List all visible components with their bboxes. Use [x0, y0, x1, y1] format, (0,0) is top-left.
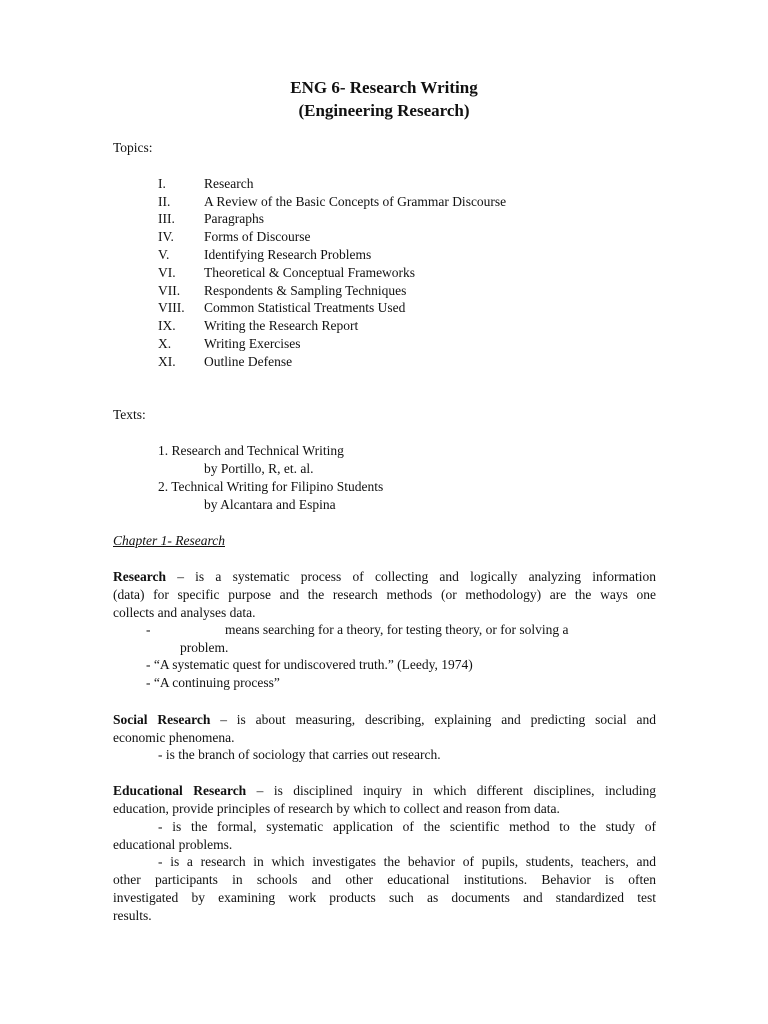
paragraph-line: other participants in schools and other educational institutions. Behavior is often: [113, 872, 656, 887]
topic-label: Theoretical & Conceptual Frameworks: [204, 265, 416, 280]
text-author: by Alcantara and Espina: [204, 497, 336, 512]
document-title: ENG 6- Research Writing: [290, 78, 478, 97]
topic-number: II.: [158, 194, 171, 209]
topic-label: Common Statistical Treatments Used: [204, 300, 406, 315]
topic-label: Respondents & Sampling Techniques: [204, 283, 407, 298]
bullet-text: means searching for a theory, for testing theory, or for solving a: [225, 622, 569, 637]
paragraph-line: economic phenomena.: [113, 730, 235, 745]
chapter-heading: Chapter 1- Research: [113, 533, 225, 548]
topic-label: Forms of Discourse: [204, 229, 311, 244]
term-research: Research: [113, 569, 166, 584]
paragraph-line: Research – is a systematic process of collecting and logically analyzing information: [113, 569, 656, 584]
paragraph-line: - is a research in which investigates the behavior of pupils, students, teachers, and: [158, 854, 656, 869]
paragraph-line: Educational Research – is disciplined inquiry in which different disciplines, including: [113, 783, 656, 798]
topic-number: VI.: [158, 265, 176, 280]
topics-label: Topics:: [113, 140, 153, 155]
topic-label: Research: [204, 176, 254, 191]
topic-number: XI.: [158, 354, 176, 369]
topic-label: Writing Exercises: [204, 336, 301, 351]
paragraph-line: (data) for specific purpose and the research methods (or methodology) are the ways one: [113, 587, 656, 602]
topic-label: Outline Defense: [204, 354, 293, 369]
topic-label: Identifying Research Problems: [204, 247, 372, 262]
bullet-text: - “A systematic quest for undiscovered truth.” (Leedy, 1974): [146, 657, 473, 672]
topic-number: V.: [158, 247, 170, 262]
paragraph-line: educational problems.: [113, 837, 233, 852]
topic-label: A Review of the Basic Concepts of Grammar Discourse: [204, 194, 507, 209]
paragraph-line: education, provide principles of research by which to collect and reason from data.: [113, 801, 560, 816]
text-title: 2. Technical Writing for Filipino Students: [158, 479, 384, 494]
topic-label: Writing the Research Report: [204, 318, 359, 333]
topic-number: VIII.: [158, 300, 185, 315]
paragraph-line: collects and analyses data.: [113, 605, 256, 620]
paragraph-line: Social Research – is about measuring, describing, explaining and predicting social and: [113, 712, 656, 727]
bullet-dash: -: [146, 622, 151, 637]
term-educational-research: Educational Research: [113, 783, 247, 798]
document-subtitle: (Engineering Research): [298, 101, 470, 120]
text-title: 1. Research and Technical Writing: [158, 443, 344, 458]
bullet-text: problem.: [180, 640, 229, 655]
texts-label: Texts:: [113, 407, 146, 422]
topic-number: VII.: [158, 283, 181, 298]
topic-number: IX.: [158, 318, 176, 333]
term-social-research: Social Research: [113, 712, 211, 727]
paragraph-line: investigated by examining work products such as documents and standardized test: [113, 890, 656, 905]
bullet-text: - “A continuing process”: [146, 675, 280, 690]
paragraph-line: results.: [113, 908, 152, 923]
bullet-text: - is the branch of sociology that carries out research.: [158, 747, 441, 762]
paragraph-line: - is the formal, systematic application of the scientific method to the study of: [158, 819, 656, 834]
topic-number: III.: [158, 211, 175, 226]
topic-number: IV.: [158, 229, 174, 244]
topic-number: I.: [158, 176, 166, 191]
text-author: by Portillo, R, et. al.: [204, 461, 314, 476]
topic-label: Paragraphs: [204, 211, 264, 226]
topic-number: X.: [158, 336, 172, 351]
